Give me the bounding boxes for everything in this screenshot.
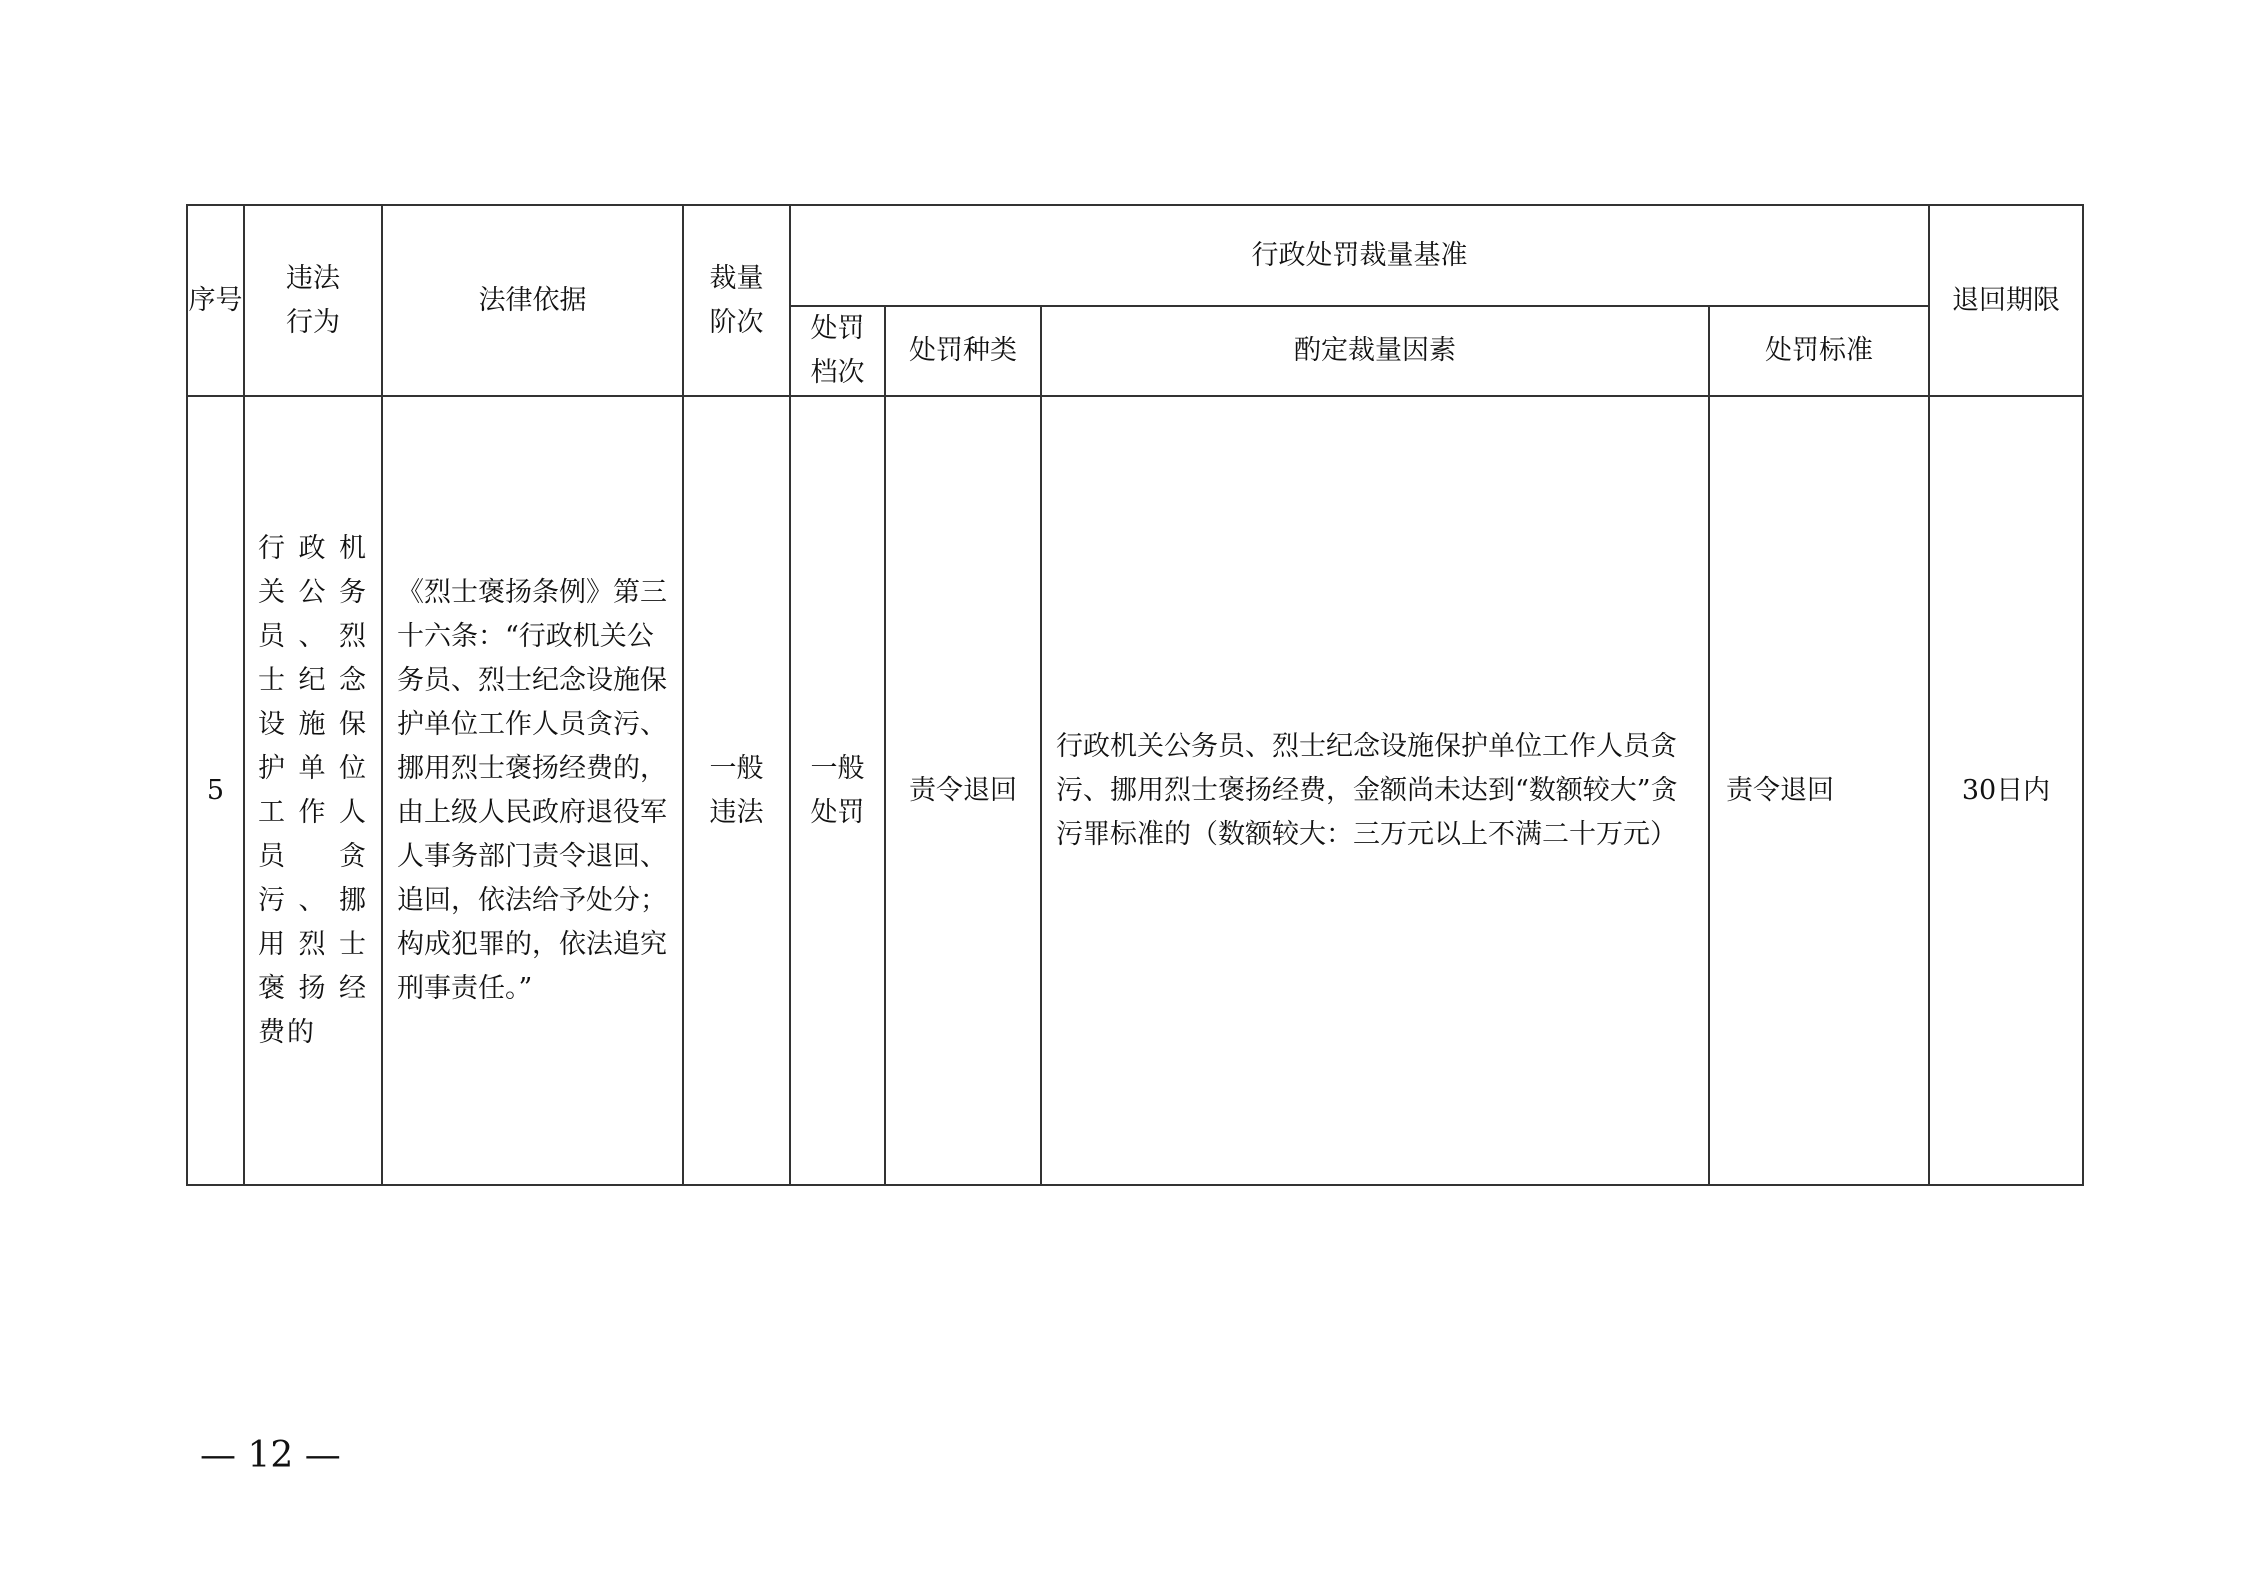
penalty-standard-table: [186, 204, 2084, 1186]
behavior-text: 行政机关公务员、烈士纪念设施保护单位工作人员贪污、挪用烈士褒扬经费的: [258, 532, 368, 1048]
header-discretion-stage: 裁量阶次: [683, 205, 790, 396]
cell-deadline: 30日内: [1929, 396, 2083, 1185]
header-deadline: 退回期限: [1929, 205, 2083, 396]
cell-penalty-grade: 一般处罚: [790, 396, 885, 1185]
header-penalty-grade: 处罚档次: [790, 306, 885, 396]
cell-behavior: [244, 396, 382, 1185]
cell-seq: 5: [187, 396, 244, 1185]
cell-penalty-type: 责令退回: [885, 396, 1041, 1185]
header-seq: 序号: [187, 205, 244, 396]
header-penalty-type: 处罚种类: [885, 306, 1041, 396]
header-legal-basis: 法律依据: [382, 205, 683, 396]
header-row-1: [187, 205, 2083, 306]
header-standard-group: 行政处罚裁量基准: [790, 205, 1929, 306]
cell-factors: 行政机关公务员、烈士纪念设施保护单位工作人员贪污、挪用烈士褒扬经费，金额尚未达到“数额较大”贪污罪标准的（数额较大：三万元以上不满二十万元）: [1041, 396, 1709, 1185]
cell-legal-basis: 《烈士褒扬条例》第三十六条：“行政机关公务员、烈士纪念设施保护单位工作人员贪污、挪用烈士褒扬经费的，由上级人民政府退役军人事务部门责令退回、追回，依法给予处分；构成犯罪的，依法追究刑事责任。”: [382, 396, 683, 1185]
header-behavior: 违法行为: [244, 205, 382, 396]
page-number: — 12 —: [200, 1435, 341, 1476]
header-penalty-standard: 处罚标准: [1709, 306, 1929, 396]
table-row: [187, 396, 2083, 1185]
header-factors: 酌定裁量因素: [1041, 306, 1709, 396]
cell-penalty-standard: 责令退回: [1709, 396, 1929, 1185]
cell-discretion-stage: 一般违法: [683, 396, 790, 1185]
